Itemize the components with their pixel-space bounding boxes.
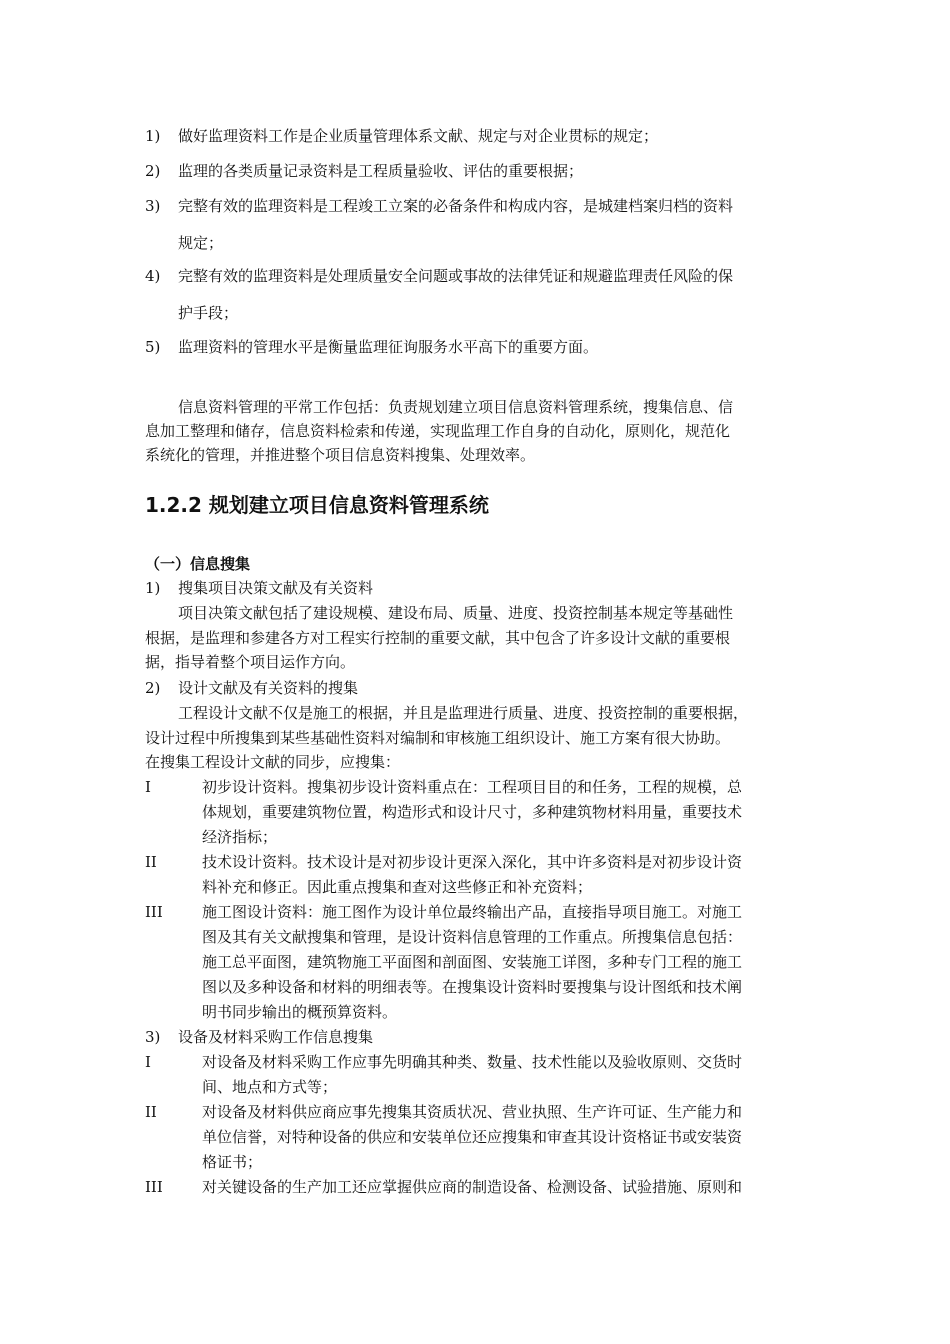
- paragraph-line: 信息资料管理的平常工作包括：负责规划建立项目信息资料管理系统，搜集信息、信: [178, 398, 734, 416]
- sub-item-number: I: [145, 1053, 151, 1071]
- sub-item-number: I: [145, 778, 151, 796]
- list-item-text: 完整有效的监理资料是工程竣工立案的必备条件和构成内容，是城建档案归档的资料: [178, 197, 734, 215]
- sub-item-text: 料补充和修正。因此重点搜集和查对这些修正和补充资料；: [202, 878, 593, 896]
- paragraph-line: 系统化的管理，并推进整个项目信息资料搜集、处理效率。: [145, 446, 536, 464]
- sub-item-text: 图以及多种设备和材料的明细表等。在搜集设计资料时要搜集与设计图纸和技术阐: [202, 978, 743, 996]
- sub-item-number: III: [145, 1178, 163, 1196]
- section-heading: 1.2.2 规划建立项目信息资料管理系统: [145, 493, 489, 517]
- sub-item-number: II: [145, 1103, 157, 1121]
- subsection-heading: （一）信息搜集: [145, 555, 251, 573]
- list-number: 5): [145, 338, 161, 356]
- list-number: 2): [145, 162, 161, 180]
- sub-item-number: II: [145, 853, 157, 871]
- sub-item-text: 单位信誉，对特种设备的供应和安装单位还应搜集和审查其设计资格证书或安装资: [202, 1128, 743, 1146]
- paragraph-line: 根据，是监理和参建各方对工程实行控制的重要文献，其中包含了许多设计文献的重要根: [145, 629, 731, 647]
- sub-item-text: 体规划，重要建筑物位置，构造形式和设计尺寸，多种建筑物材料用量，重要技术: [202, 803, 743, 821]
- list-number: 3): [145, 197, 161, 215]
- list-item-text: 护手段；: [178, 304, 239, 322]
- sub-item-number: III: [145, 903, 163, 921]
- list-item-text: 完整有效的监理资料是处理质量安全问题或事故的法律凭证和规避监理责任风险的保: [178, 267, 734, 285]
- item-title: 设计文献及有关资料的搜集: [178, 679, 359, 697]
- paragraph-line: 工程设计文献不仅是施工的根据，并且是监理进行质量、进度、投资控制的重要根据，: [178, 704, 749, 722]
- sub-item-text: 明书同步输出的概预算资料。: [202, 1003, 398, 1021]
- list-number: 1): [145, 127, 161, 145]
- sub-item-text: 施工总平面图，建筑物施工平面图和剖面图、安装施工详图，多种专门工程的施工: [202, 953, 743, 971]
- sub-item-text: 格证书；: [202, 1153, 263, 1171]
- item-title: 搜集项目决策文献及有关资料: [178, 579, 374, 597]
- sub-item-text: 经济指标；: [202, 828, 278, 846]
- sub-item-text: 初步设计资料。搜集初步设计资料重点在：工程项目目的和任务，工程的规模，总: [202, 778, 743, 796]
- sub-item-text: 间、地点和方式等；: [202, 1078, 338, 1096]
- list-item-text: 做好监理资料工作是企业质量管理体系文献、规定与对企业贯标的规定；: [178, 127, 659, 145]
- list-item-text: 监理的各类质量记录资料是工程质量验收、评估的重要根据；: [178, 162, 584, 180]
- paragraph-line: 在搜集工程设计文献的同步，应搜集：: [145, 753, 401, 771]
- sub-item-text: 技术设计资料。技术设计是对初步设计更深入深化，其中许多资料是对初步设计资: [202, 853, 743, 871]
- list-item-text: 规定；: [178, 234, 224, 252]
- paragraph-line: 设计过程中所搜集到某些基础性资料对编制和审核施工组织设计、施工方案有很大协助。: [145, 729, 731, 747]
- paragraph-line: 项目决策文献包括了建设规模、建设布局、质量、进度、投资控制基本规定等基础性: [178, 604, 734, 622]
- item-number: 3): [145, 1028, 161, 1046]
- sub-item-text: 对设备及材料采购工作应事先明确其种类、数量、技术性能以及验收原则、交货时: [202, 1053, 743, 1071]
- paragraph-line: 息加工整理和储存，信息资料检索和传递，实现监理工作自身的自动化，原则化，规范化: [145, 422, 731, 440]
- paragraph-line: 据，指导着整个项目运作方向。: [145, 653, 356, 671]
- sub-item-text: 对设备及材料供应商应事先搜集其资质状况、营业执照、生产许可证、生产能力和: [202, 1103, 743, 1121]
- sub-item-text: 施工图设计资料：施工图作为设计单位最终输出产品，直接指导项目施工。对施工: [202, 903, 743, 921]
- item-number: 1): [145, 579, 161, 597]
- sub-item-text: 对关键设备的生产加工还应掌握供应商的制造设备、检测设备、试验措施、原则和: [202, 1178, 743, 1196]
- list-item-text: 监理资料的管理水平是衡量监理征询服务水平高下的重要方面。: [178, 338, 599, 356]
- item-title: 设备及材料采购工作信息搜集: [178, 1028, 374, 1046]
- list-number: 4): [145, 267, 161, 285]
- item-number: 2): [145, 679, 161, 697]
- sub-item-text: 图及其有关文献搜集和管理，是设计资料信息管理的工作重点。所搜集信息包括：: [202, 928, 743, 946]
